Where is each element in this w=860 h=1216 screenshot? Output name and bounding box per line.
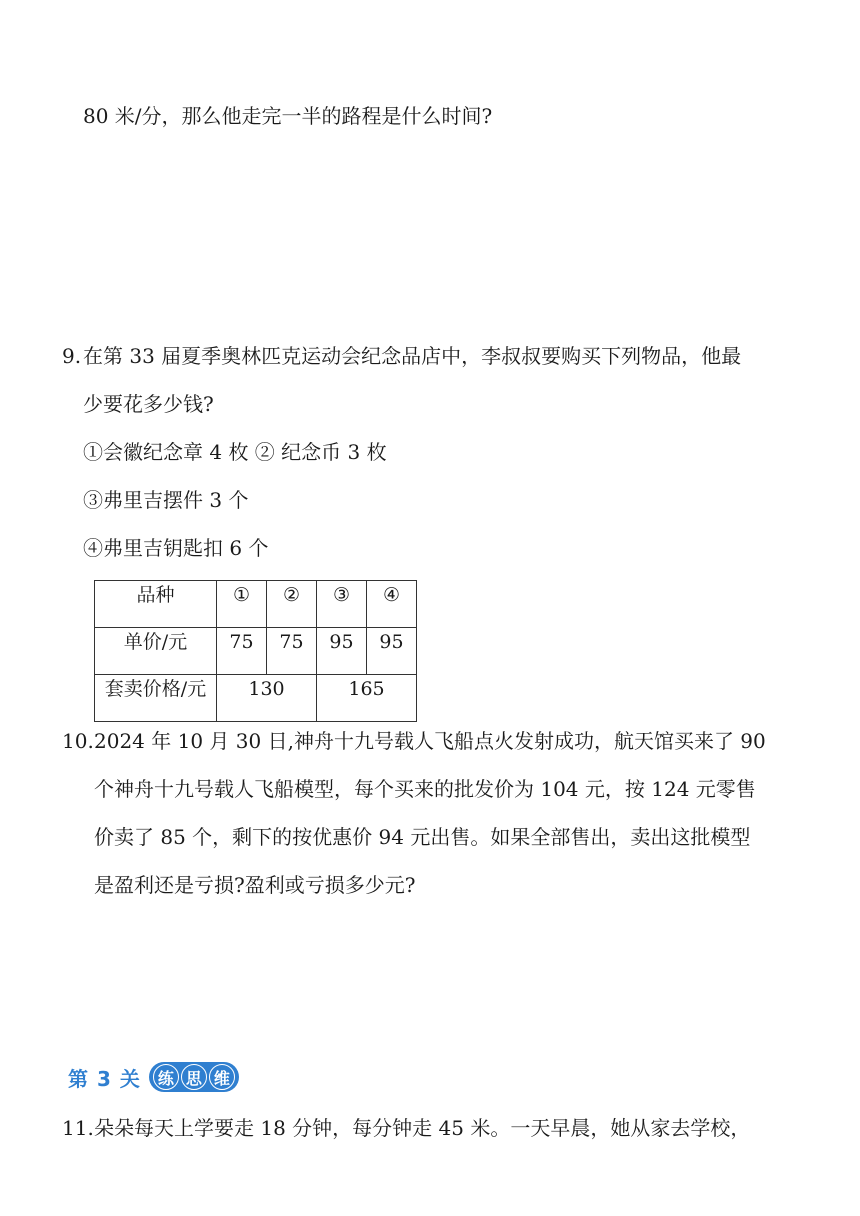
- table-row-set-price: [95, 675, 417, 722]
- q10-line-1: 2024 年 10 月 30 日,神舟十九号载人飞船点火发射成功，航天馆买来了 90: [94, 729, 766, 753]
- q11-line-1: 朵朵每天上学要走 18 分钟，每分钟走 45 米。一天早晨，她从家去学校，: [94, 1116, 751, 1140]
- q10-number: 10.: [62, 729, 94, 753]
- q9-item-1-2: ①会徽纪念章 4 枚 ② 纪念币 3 枚: [83, 440, 387, 464]
- q9-item-3: ③弗里吉摆件 3 个: [83, 488, 249, 512]
- table-cell: 品种: [95, 581, 217, 628]
- q8-continuation: 80 米/分，那么他走完一半的路程是什么时间?: [83, 104, 493, 128]
- q9-item-4: ④弗里吉钥匙扣 6 个: [83, 536, 269, 560]
- table-cell: 单价/元: [95, 628, 217, 675]
- badge-char: 练: [153, 1064, 179, 1090]
- q11-number: 11.: [62, 1116, 94, 1140]
- table-cell: ④: [367, 581, 417, 628]
- section-header: [68, 1060, 239, 1094]
- section-badge: [149, 1062, 239, 1092]
- table-cell: ①: [217, 581, 267, 628]
- q9-line-1: 在第 33 届夏季奥林匹克运动会纪念品店中，李叔叔要购买下列物品，他最: [83, 344, 742, 368]
- table-cell: 75: [267, 628, 317, 675]
- table-cell: 95: [367, 628, 417, 675]
- q10-line-4: 是盈利还是亏损?盈利或亏损多少元?: [94, 873, 416, 897]
- table-cell: ③: [317, 581, 367, 628]
- q9-number: 9.: [62, 344, 82, 368]
- badge-char: 维: [209, 1064, 235, 1090]
- q10-line-3: 价卖了 85 个，剩下的按优惠价 94 元出售。如果全部售出，卖出这批模型: [94, 825, 751, 849]
- q10-line-2: 个神舟十九号载人飞船模型，每个买来的批发价为 104 元，按 124 元零售: [94, 777, 756, 801]
- section-label: 第 3 关: [68, 1066, 141, 1091]
- table-cell: ②: [267, 581, 317, 628]
- price-table: [94, 580, 417, 722]
- table-cell: 95: [317, 628, 367, 675]
- table-cell: 165: [317, 675, 417, 722]
- table-row-header: [95, 581, 417, 628]
- badge-char: 思: [181, 1064, 207, 1090]
- table-cell: 130: [217, 675, 317, 722]
- table-cell: 75: [217, 628, 267, 675]
- table-cell: 套卖价格/元: [95, 675, 217, 722]
- table-row-unit-price: [95, 628, 417, 675]
- q9-line-2: 少要花多少钱?: [83, 392, 214, 416]
